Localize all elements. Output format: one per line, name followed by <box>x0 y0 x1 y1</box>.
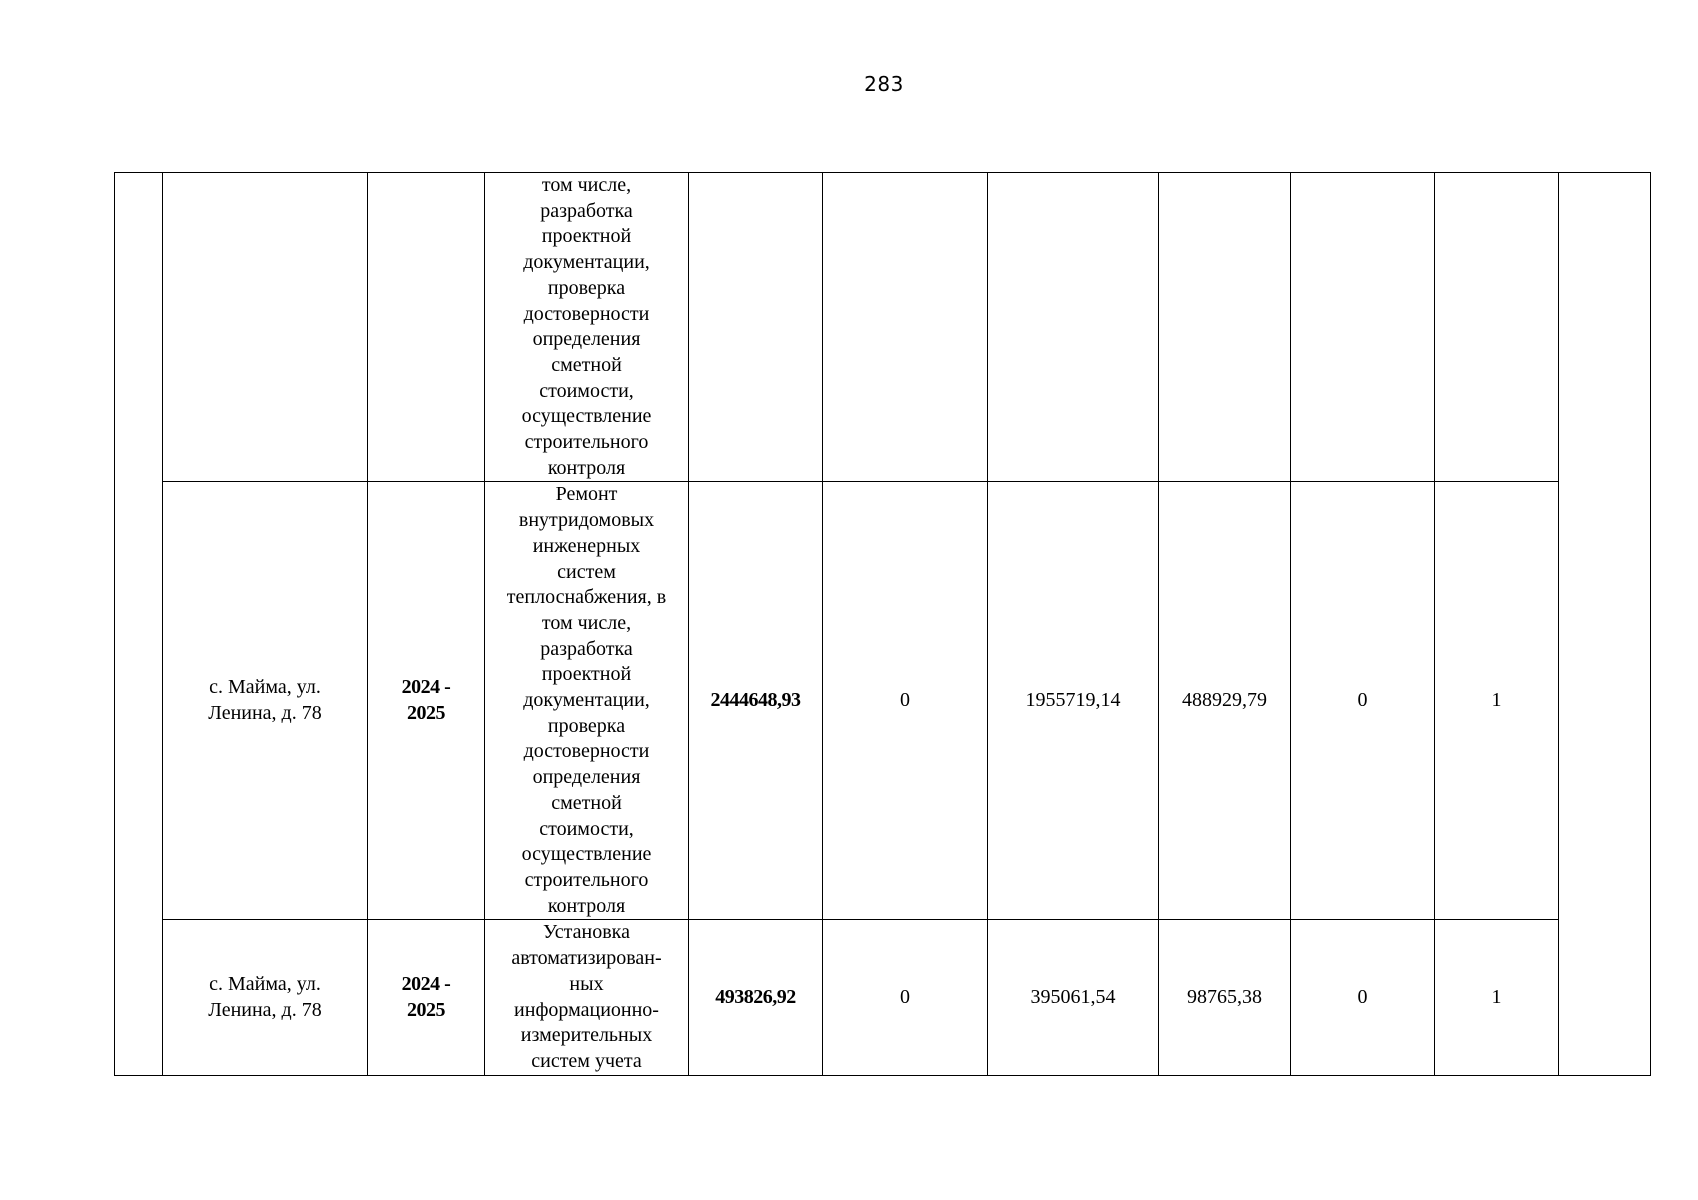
index-cell <box>115 173 163 1076</box>
budget-a-cell: 395061,54 <box>988 920 1159 1075</box>
work-description-cell <box>485 173 689 482</box>
other-cell: 0 <box>1291 920 1435 1075</box>
count-cell: 1 <box>1435 920 1559 1075</box>
address-text: с. Майма, ул. Ленина, д. 78 <box>208 972 322 1021</box>
program-table <box>114 172 1651 1076</box>
table-row <box>115 920 1651 1075</box>
budget-b-cell: 98765,38 <box>1159 920 1291 1075</box>
total-cost-cell: 2444648,93 <box>689 482 823 920</box>
fund-cell: 0 <box>823 920 988 1075</box>
address-cell <box>163 482 368 920</box>
budget-a-cell <box>988 173 1159 482</box>
period-cell <box>368 920 485 1075</box>
page-number: 283 <box>864 72 904 96</box>
period-text: 2024 - 2025 <box>401 676 451 724</box>
work-description-text: Установка автоматизирован- ных информационно- измерительных систем учета <box>511 921 662 1072</box>
total-cost-cell: 493826,92 <box>689 920 823 1075</box>
work-description-text: том числе, разработка проектной документации, проверка достоверности определения сметной стоимости, осуществление строительного контроля <box>521 174 652 479</box>
count-cell <box>1435 173 1559 482</box>
budget-a-cell: 1955719,14 <box>988 482 1159 920</box>
budget-b-cell <box>1159 173 1291 482</box>
table-row <box>115 173 1651 482</box>
work-description-cell <box>485 920 689 1075</box>
fund-cell <box>823 173 988 482</box>
table-row <box>115 482 1651 920</box>
work-description-cell <box>485 482 689 920</box>
other-cell: 0 <box>1291 482 1435 920</box>
period-text: 2024 - 2025 <box>401 972 451 1021</box>
other-cell <box>1291 173 1435 482</box>
address-cell <box>163 173 368 482</box>
address-text: с. Майма, ул. Ленина, д. 78 <box>208 676 322 724</box>
budget-b-cell: 488929,79 <box>1159 482 1291 920</box>
count-cell: 1 <box>1435 482 1559 920</box>
period-cell <box>368 173 485 482</box>
note-cell <box>1559 173 1651 1076</box>
fund-cell: 0 <box>823 482 988 920</box>
address-cell <box>163 920 368 1075</box>
period-cell <box>368 482 485 920</box>
work-description-text: Ремонт внутридомовых инженерных систем теплоснабжения, в том числе, разработка проектной документации, проверка достоверности определения сметной стоимости, осуществление строительного контроля <box>506 483 667 917</box>
total-cost-cell <box>689 173 823 482</box>
